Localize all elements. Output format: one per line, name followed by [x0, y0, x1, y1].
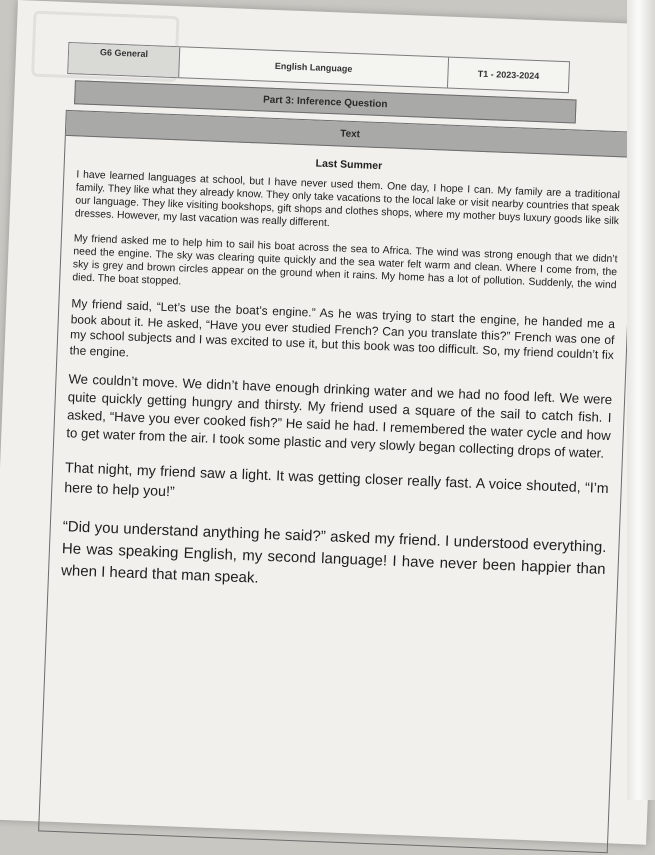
story-paragraph: My friend said, “Let’s use the boat’s engine.” As he was trying to start the engine, he handed me a book about it. He asked, “Have you ever studied French? Can you translate this?” French was one of my school subjects and I was excited to use it, but this book was too difficult. So, my friend couldn’t fix the engine. [69, 296, 616, 363]
binder-edge [627, 0, 655, 800]
story-paragraph: My friend asked me to help him to sail his boat across the sea to Africa. The wind was strong enough that we didn’t need the engine. The sky was clearing quite quickly and the sea water felt warm and clean. Where I come from, the sky is grey and brown circles appear on the ground when it rains. My home has a lot of pollution. Suddenly, the wind died. The boat stopped. [72, 233, 618, 292]
story-content [49, 136, 634, 603]
subject-label: English Language [179, 47, 449, 87]
story-paragraph: We couldn’t move. We didn’t have enough drinking water and we had no food left. We were quite quickly getting hungry and thirsty. My friend used a square of the sail to catch fish. I asked, “Have you ever cooked fish?” He said he had. I remembered the water cycle and how to get water from the air. I took some plastic and very slowly began collecting drops of water. [66, 371, 613, 461]
term-label: T1 - 2023-2024 [477, 68, 540, 82]
part-title: Part 3: Inference Question [262, 93, 388, 110]
grade-label: G6 General [68, 43, 180, 77]
story-title: Last Summer [315, 157, 383, 173]
text-heading: Text [339, 127, 361, 140]
story-paragraph: That night, my friend saw a light. It was getting closer really fast. A voice shouted, “I’m here to help you!” [63, 460, 609, 501]
text-box [38, 110, 635, 853]
story-paragraph: I have learned languages at school, but I have never used them. One day, I hope I can. My family are a traditional family. They like what they already know. They only take vacations to the local lake or visit nearby countries that speak our language. They like visiting bookshops, gift shops and clothes shops, where my mother buys luxury goods like silk dresses. However, my last vacation was really different. [74, 169, 621, 230]
story-paragraph: “Did you understand anything he said?” asked my friend. I understood everything. He was speaking English, my second language! I have never been happier than when I heard that man speak. [60, 518, 607, 587]
